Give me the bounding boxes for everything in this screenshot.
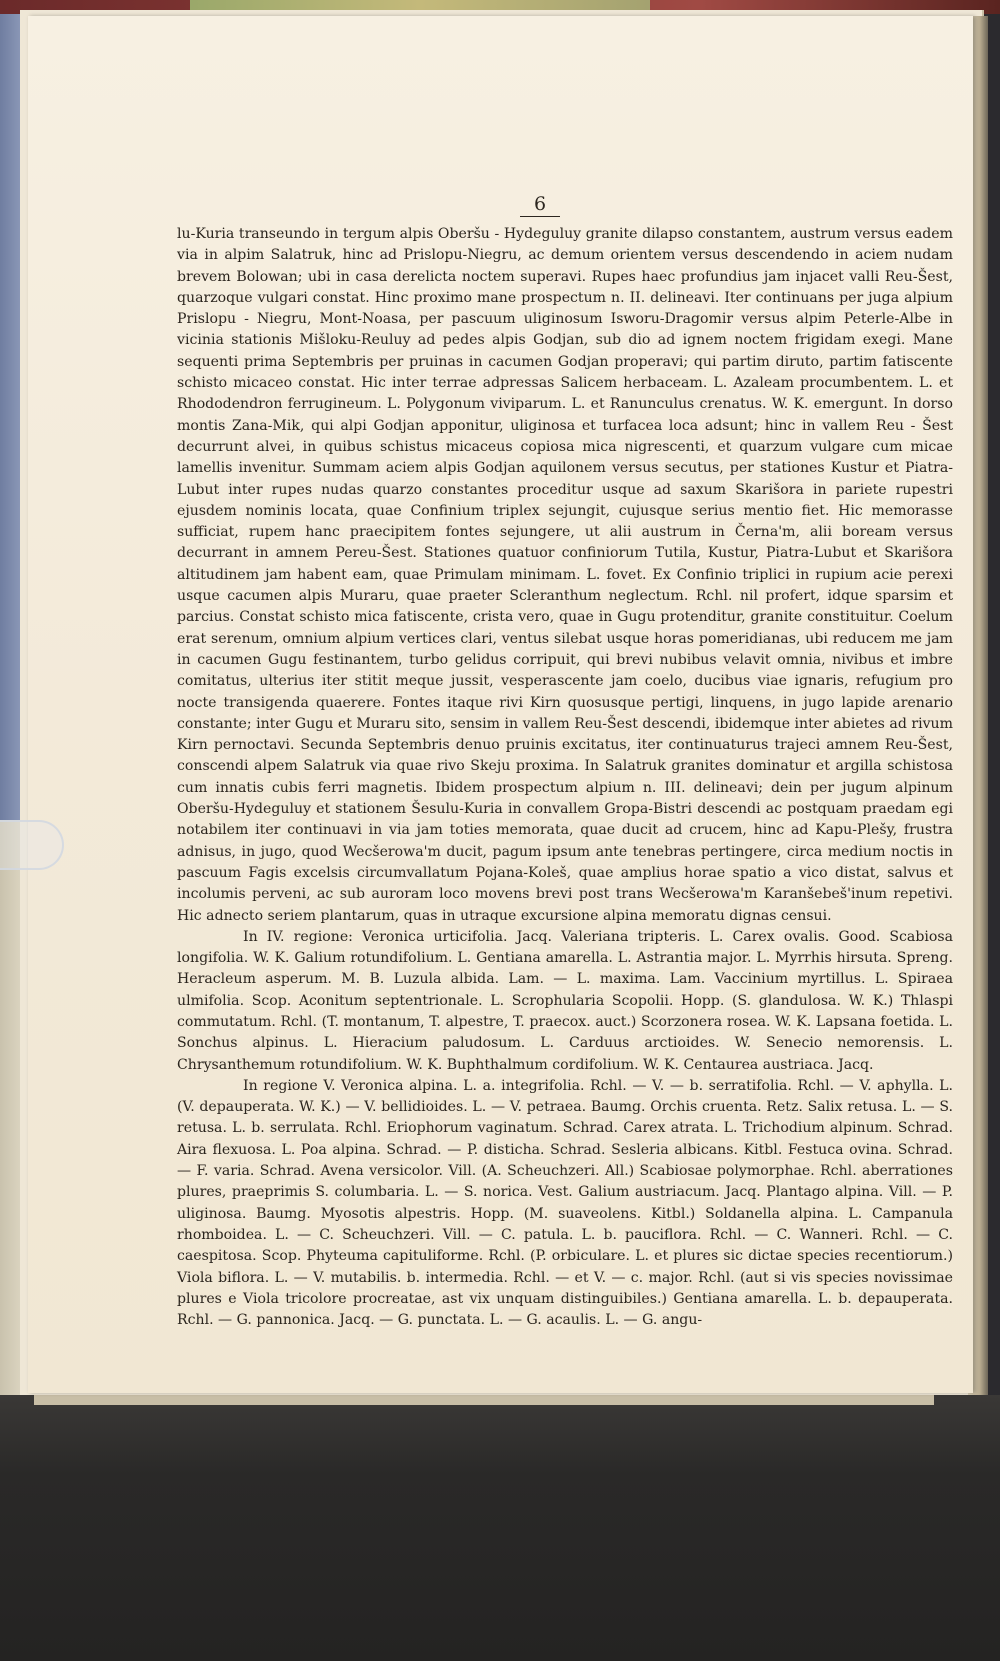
page-number: 6: [520, 192, 560, 217]
page-text: [177, 224, 953, 1329]
paragraph-travel-narrative: lu-Kuria transeundo in tergum alpis Oberšu - Hydeguluy granite dilapso constantem, austrum versus eadem via in alpim Salatruk, hinc ad Prislopu-Niegru, ac demum orientem versus descendendo in aciem nudam brevem Bolowan; ubi in casa derelicta noctem superavi. Rupes haec profundius jam injacet valli Reu-Šest, quarzoque vulgari constat. Hinc proximo mane prospectum n. II. delineavi. Iter continuans per juga alpium Prislopu - Niegru, Mont-Noasa, per pascuum uliginosum Isworu-Dragomir versus alpim Peterle-Albe in vicinia stationis Mišloku-Reuluy ad pedes alpis Godjan, sub dio ad ignem noctem frigidam exegi. Mane sequenti prima Septembris per pruinas in cacumen Godjan properavi; qui partim diruto, partim fatiscente schisto micaceo constat. Hic inter terrae adpressas Salicem herbaceam. L. Azaleam procumbentem. L. et Rhododendron ferrugineum. L. Polygonum viviparum. L. et Ranunculus crenatus. W. K. emergunt. In dorso montis Zana-Mik, qui alpi Godjan apponitur, uliginosa et turfacea loca adsunt; hinc in vallem Reu - Šest decurrunt alvei, in quibus schistus micaceus copiosa mica nigrescenti, et quarzum vulgare cum micae lamellis invenitur. Summam aciem alpis Godjan aquilonem versus secutus, per stationes Kustur et Piatra-Lubut inter rupes nudas quarzo constantes proceditur usque ad saxum Skarišora in pariete rupestri ejusdem nominis locata, quae Confinium triplex sejungit, cujusque serius mentio fiet. Hic memorasse sufficiat, rupem hanc praecipitem fontes sejungere, ut alii austrum in Černa'm, alii boream versus decurrant in amnem Pereu-Šest. Stationes quatuor confiniorum Tutila, Kustur, Piatra-Lubut et Skarišora altitudinem jam habent eam, quae Primulam minimam. L. fovet. Ex Confinio triplici in rupium acie perexi usque cacumen alpis Muraru, quae praeter Scleranthum neglectum. Rchl. nil profert, idque sparsim et parcius. Constat schisto mica fatiscente, crista vero, quae in Gugu protenditur, granite constituitur. Coelum erat serenum, omnium alpium vertices clari, ventus silebat usque horas pomeridianas, ubi reducem me jam in cacumen Gugu festinantem, turbo gelidus corripuit, qui brevi nubibus velavit omnia, nivibus et imbre comitatus, ulterius iter stitit meque jussit, vesperascente jam coelo, ducibus viae ignaris, refugium pro nocte transigenda quaerere. Fontes itaque rivi Kirn quosusque pertigi, linquens, in jugo lapide arenario constante; inter Gugu et Muraru sito, sensim in vallem Reu-Šest descendi, ibidemque inter abietes ad rivum Kirn pernoctavi. Secunda Septembris denuo pruinis excitatus, iter continuaturus trajeci amnem Reu-Šest, conscendi alpem Salatruk via quae rivo Skeju proxima. In Salatruk granites dominatur et argilla schistosa cum innatis cubis ferri magnetis. Ibidem prospectum alpium n. III. delineavi; dein per jugum alpinum Oberšu-Hydeguluy et stationem Šesulu-Kuria in convallem Gropa-Bistri descendi ac postquam praedam egi notabilem iter continuavi in via jam toties memorata, quae ducit ad crucem, hinc ad Kapu-Plešy, frustra adnisus, in jugo, quod Wecšerowa'm ducit, pagum ipsum ante tenebras pertingere, circa medium noctis in pascuum Fagis excelsis circumvallatum Pojana-Koleš, quae amplius horae spatio a vico distat, salvus et incolumis perveni, ac sub auroram loco movens brevi post trans Wecšerowa'm Karanšebeš'inum repetivi. Hic adnecto seriem plantarum, quas in utraque excursione alpina memoratu dignas censui.: [177, 226, 953, 924]
page-stack-bottom: [34, 1395, 934, 1405]
paragraph-region-iv-plants: In IV. regione: Veronica urticifolia. Jacq. Valeriana tripteris. L. Carex ovalis. Good. Scabiosa longifolia. W. K. Galium rotundifolium. L. Gentiana amarella. L. Astrantia major. L. Myrrhis hirsuta. Spreng. Heracleum asperum. M. B. Luzula albida. Lam. — L. maxima. Lam. Vaccinium myrtillus. L. Spiraea ulmifolia. Scop. Aconitum septentrionale. L. Scrophularia Scopolii. Hopp. (S. glandulosa. W. K.) Thlaspi commutatum. Rchl. (T. montanum, T. alpestre, T. praecox. auct.) Scorzonera rosea. W. K. Lapsana foetida. L. Sonchus alpinus. L. Hieracium paludosum. L. Carduus arctioides. W. Senecio nemorensis. L. Chrysanthemum rotundifolium. W. K. Buphthalmum cordifolium. W. K. Centaurea austriaca. Jacq.: [177, 928, 953, 1073]
paragraph-region-v-plants: In regione V. Veronica alpina. L. a. integrifolia. Rchl. — V. — b. serratifolia. Rchl. — V. aphylla. L. (V. depauperata. W. K.) — V. bellidioides. L. — V. petraea. Baumg. Orchis cruenta. Retz. Salix retusa. L. — S. retusa. L. b. serrulata. Rchl. Eriophorum vaginatum. Schrad. Carex atrata. L. Trichodium alpinum. Schrad. Aira flexuosa. L. Poa alpina. Schrad. — P. disticha. Schrad. Sesleria albicans. Kitbl. Festuca ovina. Schrad. — F. varia. Schrad. Avena versicolor. Vill. (A. Scheuchzeri. All.) Scabiosae polymorphae. Rchl. aberrationes plures, praeprimis S. columbaria. L. — S. norica. Vest. Galium austriacum. Jacq. Plantago alpina. Vill. — P. uliginosa. Baumg. Myosotis alpestris. Hopp. (M. suaveolens. Kitbl.) Soldanella alpina. L. Campanula rhomboidea. L. — C. Scheuchzeri. Vill. — C. patula. L. b. pauciflora. Rchl. — C. Wanneri. Rchl. — C. caespitosa. Scop. Phyteuma capituliforme. Rchl. (P. orbiculare. L. et plures sic dictae species recentiorum.) Viola biflora. L. — V. mutabilis. b. intermedia. Rchl. — et V. — c. major. Rchl. (aut si vis species novissimae plures e Viola tricolore procreatae, ast vix unquam distinguibiles.) Gentiana amarella. L. b. depauperata. Rchl. — G. pannonica. Jacq. — G. punctata. L. — G. acaulis. L. — G. angu-: [177, 1077, 953, 1329]
page-clip: [0, 820, 64, 870]
cover-board-bottom: [0, 1395, 1000, 1661]
